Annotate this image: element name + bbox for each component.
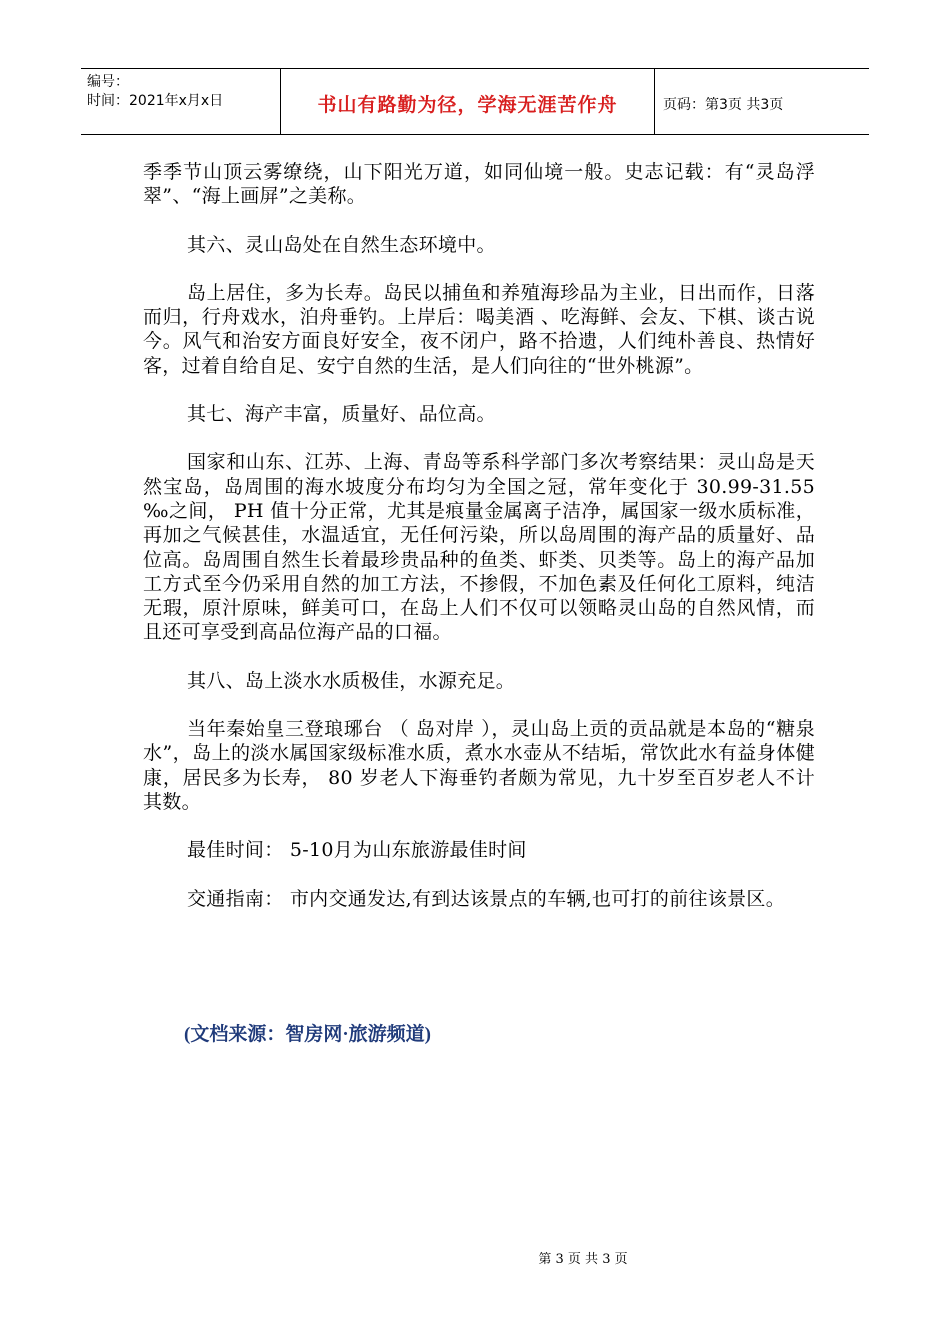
document-date-label: 时间：2021年x月x日 xyxy=(87,93,224,109)
document-body xyxy=(143,160,815,935)
body-paragraph: 岛上居住，多为长寿。岛民以捕鱼和养殖海珍品为主业，日出而作，日落而归，行舟戏水，泊舟垂钓。上岸后：喝美酒 、吃海鲜、会友、下棋、谈古说今。风气和治安方面良好安全，夜不闭户，路不拾遗，人们纯朴善良、热情好客，过着自给自足、安宁自然的生活，是人们向往的“世外桃源”。 xyxy=(143,281,815,377)
body-paragraph: 季季节山顶云雾缭绕，山下阳光万道，如同仙境一般。史志记载：有“灵岛浮翠”、“海上画屏”之美称。 xyxy=(143,161,815,208)
transport-paragraph: 交通指南： 市内交通发达,有到达该景点的车辆,也可打的前往该景区。 xyxy=(187,887,786,910)
section-heading: 其八、岛上淡水水质极佳，水源充足。 xyxy=(187,669,516,692)
header-meta-cell xyxy=(81,69,281,134)
document-source: (文档来源：智房网·旅游频道) xyxy=(184,1024,431,1045)
page-footer: 第 3 页 共 3 页 xyxy=(538,1252,628,1267)
section-heading: 其七、海产丰富，质量好、品位高。 xyxy=(187,403,496,426)
header-page-info: 页码：第3页 共3页 xyxy=(663,96,784,113)
section-heading: 其六、灵山岛处在自然生态环境中。 xyxy=(187,233,496,256)
document-number-label: 编号： xyxy=(87,74,129,90)
best-time-paragraph: 最佳时间： 5-10月为山东旅游最佳时间 xyxy=(187,839,527,862)
page-header xyxy=(81,68,869,135)
header-motto: 书山有路勤为径，学海无涯苦作舟 xyxy=(281,69,655,134)
body-paragraph: 国家和山东、江苏、上海、青岛等系科学部门多次考察结果：灵山岛是天然宝岛，岛周围的海水坡度分布均匀为全国之冠，常年变化于 30.99-31.55 ‰之间， PH 值十分正常，尤其是痕量金属离子洁净，属国家一级水质标准，再加之气候甚佳，水温适宜，无任何污染，所以岛周围的海产品的质量好、品位高。岛周围自然生长着最珍贵品种的鱼类、虾类、贝类等。岛上的海产品加工方式至今仍采用自然的加工方法，不掺假，不加色素及任何化工原料，纯洁无瑕，原汁原味，鲜美可口，在岛上人们不仅可以领略灵山岛的自然风情，而且还可享受到高品位海产品的口福。 xyxy=(143,451,815,644)
body-paragraph: 当年秦始皇三登琅琊台 （ 岛对岸 ），灵山岛上贡的贡品就是本岛的“糖泉水”，岛上的淡水属国家级标准水质，煮水水壶从不结垢，常饮此水有益身体健康，居民多为长寿， 80 岁老人下海垂钓者颇为常见，九十岁至百岁老人不计其数。 xyxy=(143,718,815,813)
